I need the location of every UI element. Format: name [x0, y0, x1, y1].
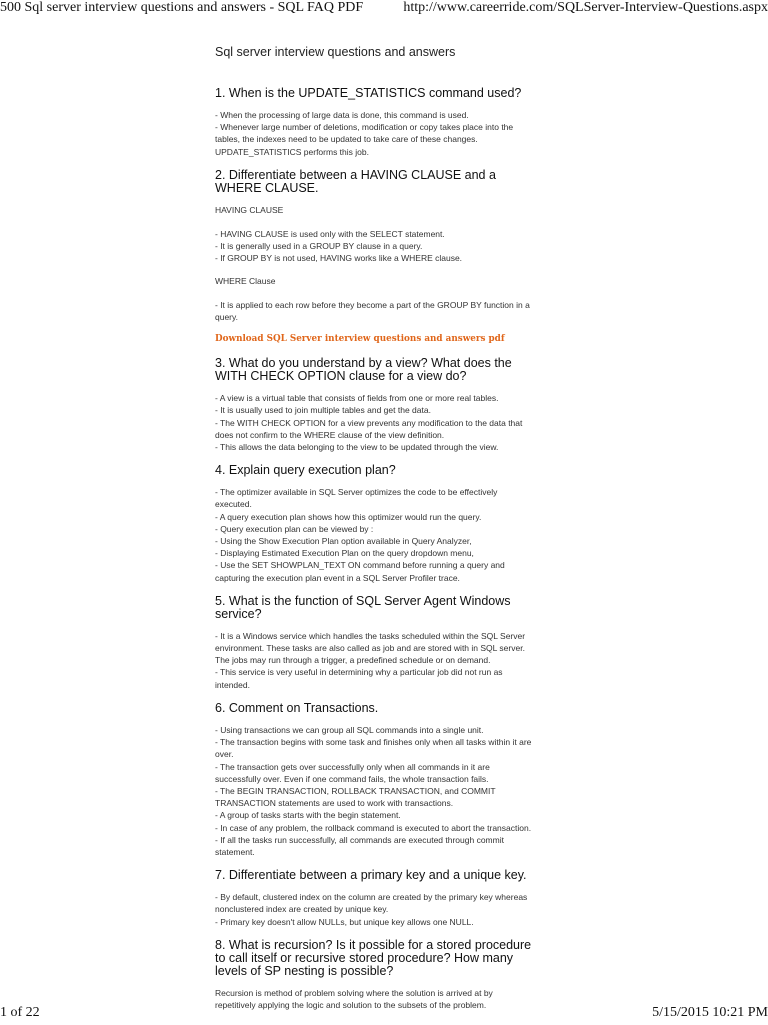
qa-item-4 [215, 464, 535, 584]
answer-line: - A view is a virtual table that consists of fields from one or more real tables. [215, 393, 499, 404]
answer-line: - The optimizer available in SQL Server optimizes the code to be effectively executed. [215, 487, 498, 510]
answer-line: - Query execution plan can be viewed by : [215, 523, 374, 534]
answer-line: - This allows the data belonging to the view to be updated through the view. [215, 442, 499, 453]
answer-line: - If all the tasks run successfully, all commands are executed through commit statement. [215, 834, 504, 857]
qa-item-2 [215, 169, 535, 323]
download-pdf-link[interactable]: Download SQL Server interview questions and answers pdf [215, 334, 505, 345]
print-timestamp: 5/15/2015 10:21 PM [652, 1005, 768, 1020]
question-1: 1. When is the UPDATE_STATISTICS command used? [215, 86, 522, 100]
qa-item-1 [215, 87, 535, 158]
answer-line: - By default, clustered index on the column are created by the primary key whereas nonclustered index are created by unique key. [215, 892, 528, 915]
document-title: 500 Sql server interview questions and answers - SQL FAQ PDF [0, 0, 364, 15]
answer-line: - Using the Show Execution Plan option available in Query Analyzer, [215, 536, 472, 547]
question-7: 7. Differentiate between a primary key and a unique key. [215, 868, 527, 883]
page-title: Sql server interview questions and answers [215, 45, 456, 59]
answer-6 [215, 724, 535, 858]
print-footer [0, 1005, 768, 1025]
qa-item-3 [215, 357, 535, 453]
answer-line: - The WITH CHECK OPTION for a view prevents any modification to the data that does not confirm to the WHERE clause of the view definition. [215, 417, 523, 440]
question-2: 2. Differentiate between a HAVING CLAUSE and a WHERE CLAUSE. [215, 167, 496, 195]
answer-line: - HAVING CLAUSE is used only with the SELECT statement. [215, 229, 445, 240]
answer-line: - When the processing of large data is done, this command is used. [215, 110, 469, 120]
answer-2 [215, 204, 535, 323]
answer-line: - Use the SET SHOWPLAN_TEXT ON command before running a query and capturing the execution plan event in a SQL Server Profiler trace. [215, 560, 505, 583]
answer-subheading: WHERE Clause [215, 275, 276, 286]
question-6: 6. Comment on Transactions. [215, 700, 379, 715]
answer-line: - If GROUP BY is not used, HAVING works like a WHERE clause. [215, 253, 463, 264]
answer-line: - Primary key doesn't allow NULLs, but unique key allows one NULL. [215, 916, 474, 927]
answer-1 [215, 109, 535, 158]
answer-line: - The BEGIN TRANSACTION, ROLLBACK TRANSACTION, and COMMIT TRANSACTION statements are used to work with transactions. [215, 785, 496, 809]
answer-line: - The transaction begins with some task and finishes only when all tasks within it are over. [215, 737, 532, 760]
qa-item-8 [215, 939, 535, 1011]
question-8: 8. What is recursion? Is it possible for a stored procedure to call itself or recursive stored procedure? How many levels of SP nesting is possible? [215, 937, 532, 978]
answer-line: - A group of tasks starts with the begin statement. [215, 810, 401, 821]
print-header [0, 0, 768, 20]
page-counter: 1 of 22 [0, 1005, 40, 1020]
question-5: 5. What is the function of SQL Server Agent Windows service? [215, 593, 511, 621]
answer-line: - This service is very useful in determining why a particular job did not run as intended. [215, 667, 503, 690]
answer-line: - It is applied to each row before they become a part of the GROUP BY function in a query. [215, 299, 530, 323]
answer-line: - Using transactions we can group all SQL commands into a single unit. [215, 724, 484, 735]
answer-subheading: HAVING CLAUSE [215, 204, 284, 215]
answer-line: - The transaction gets over successfully only when all commands in it are successfully over. Even if one command fails, the whole transaction fails. [215, 761, 490, 784]
answer-line: - Displaying Estimated Execution Plan on the query dropdown menu, [215, 548, 474, 559]
answer-line: - It is generally used in a GROUP BY clause in a query. [215, 241, 423, 252]
answer-line: Recursion is method of problem solving where the solution is arrived at by repetitively applying the logic and solution to the subsets of the problem. [215, 987, 493, 1010]
source-url[interactable]: http://www.careerride.com/SQLServer-Interview-Questions.aspx [403, 0, 768, 15]
answer-line: - It is a Windows service which handles the tasks scheduled within the SQL Server environment. These tasks are also called as job and are stored with in SQL server. The jobs may run through a trigger, a predefined schedule or on demand. [215, 630, 526, 666]
qa-item-7 [215, 869, 535, 928]
document-body [215, 40, 535, 1010]
answer-4 [215, 486, 535, 584]
answer-line: - A query execution plan shows how this optimizer would run the query. [215, 511, 482, 522]
answer-line: - In case of any problem, the rollback command is executed to abort the transaction. [215, 822, 532, 833]
answer-line: - It is usually used to join multiple tables and get the data. [215, 405, 431, 416]
qa-item-5 [215, 595, 535, 691]
answer-7 [215, 891, 535, 928]
answer-5 [215, 630, 535, 691]
answer-line: - Whenever large number of deletions, modification or copy takes place into the tables, the indexes need to be updated to take care of these changes. UPDATE_STATISTICS performs this job. [215, 122, 514, 157]
question-4: 4. Explain query execution plan? [215, 463, 396, 478]
qa-item-6 [215, 702, 535, 858]
question-3: 3. What do you understand by a view? What does the WITH CHECK OPTION clause for a view do? [215, 356, 512, 384]
answer-3 [215, 392, 535, 453]
